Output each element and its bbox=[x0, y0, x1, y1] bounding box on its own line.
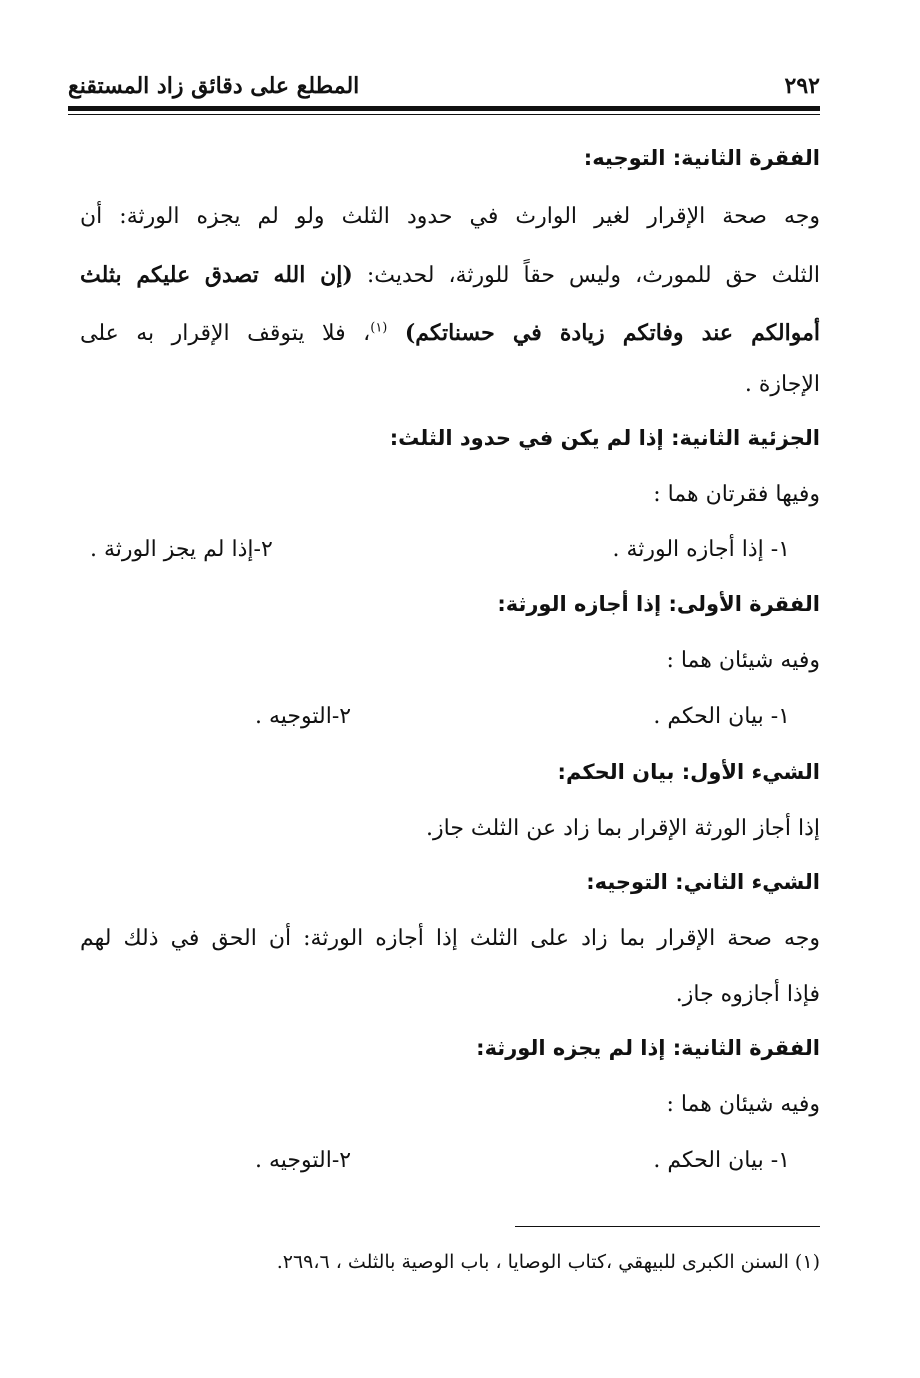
list-two-columns bbox=[90, 537, 790, 562]
footnote-reference: (١) bbox=[370, 320, 388, 336]
page-header bbox=[68, 66, 820, 106]
body-line: وجه صحة الإقرار بما زاد على الثلث إذا أجازه الورثة: أن الحق في ذلك لهم bbox=[80, 926, 820, 951]
heading-thing-1: الشيء الأول: بيان الحكم: bbox=[557, 760, 820, 784]
body-line: إذا أجاز الورثة الإقرار بما زاد عن الثلث جاز. bbox=[426, 816, 820, 841]
heading-thing-2: الشيء الثاني: التوجيه: bbox=[586, 870, 820, 894]
body-line bbox=[80, 262, 820, 289]
list-two-columns bbox=[90, 1148, 790, 1173]
footnote-separator bbox=[515, 1226, 820, 1227]
list-two-columns bbox=[90, 704, 790, 729]
body-line: وجه صحة الإقرار لغير الوارث في حدود الثلث ولو لم يجزه الورثة: أن bbox=[80, 204, 820, 229]
body-line: الإجازة . bbox=[744, 372, 820, 397]
list-item: ١- إذا أجازه الورثة . bbox=[612, 537, 790, 562]
body-line: وفيه شيئان هما : bbox=[666, 1092, 820, 1117]
body-line: وفيها فقرتان هما : bbox=[653, 482, 820, 507]
book-title: المطلع على دقائق زاد المستقنع bbox=[68, 73, 360, 99]
list-item: ١- بيان الحكم . bbox=[653, 1148, 790, 1173]
heading-paragraph-2-guidance: الفقرة الثانية: التوجيه: bbox=[583, 146, 820, 170]
heading-subpart-2: الجزئية الثانية: إذا لم يكن في حدود الثلث: bbox=[389, 426, 820, 450]
hadith-text: (إن الله تصدق عليكم بثلث bbox=[80, 262, 353, 288]
list-item: ٢-التوجيه . bbox=[255, 1148, 352, 1173]
header-rule-thin bbox=[68, 114, 820, 115]
body-text: ، فلا يتوقف الإقرار به على bbox=[80, 321, 371, 346]
body-line: وفيه شيئان هما : bbox=[666, 648, 820, 673]
footnote: (١) السنن الكبرى للبيهقي ،كتاب الوصايا ، باب الوصية بالثلث ، ٢٦٩،٦. bbox=[276, 1251, 820, 1273]
list-item: ٢-إذا لم يجز الورثة . bbox=[90, 537, 273, 562]
list-item: ٢-التوجيه . bbox=[255, 704, 352, 729]
page-number: ٢٩٢ bbox=[784, 73, 820, 99]
heading-paragraph-1: الفقرة الأولى: إذا أجازه الورثة: bbox=[497, 592, 820, 616]
body-text: الثلث حق للمورث، وليس حقاً للورثة، لحديث: bbox=[366, 263, 821, 288]
body-line: فإذا أجازوه جاز. bbox=[675, 982, 820, 1007]
heading-paragraph-2: الفقرة الثانية: إذا لم يجزه الورثة: bbox=[476, 1036, 820, 1060]
hadith-text: أموالكم عند وفاتكم زيادة في حسناتكم) bbox=[404, 320, 820, 346]
list-item: ١- بيان الحكم . bbox=[653, 704, 790, 729]
body-line bbox=[80, 320, 820, 347]
header-rule-thick bbox=[68, 106, 820, 111]
